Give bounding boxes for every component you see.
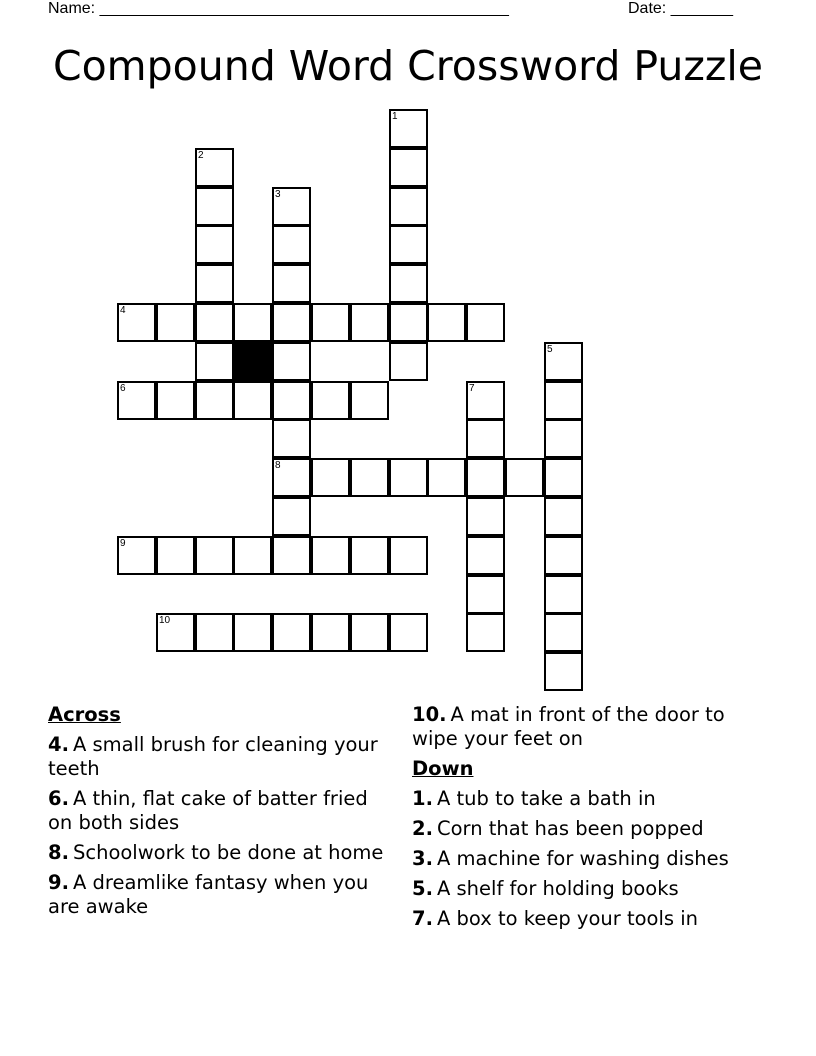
crossword-cell[interactable]	[389, 536, 428, 575]
crossword-cell[interactable]	[233, 381, 272, 420]
clue-text: A shelf for holding books	[436, 877, 679, 900]
crossword-cell[interactable]	[427, 458, 466, 497]
crossword-cell[interactable]	[156, 303, 195, 342]
crossword-cell[interactable]	[466, 536, 505, 575]
name-field-line: Name: ______________________________________________	[48, 0, 509, 17]
crossword-cell[interactable]	[272, 419, 311, 458]
crossword-cell[interactable]	[544, 497, 583, 536]
clue-text: A mat in front of the door to wipe your feet on	[412, 703, 725, 750]
crossword-cell[interactable]	[195, 303, 234, 342]
down-clue	[412, 907, 752, 931]
crossword-cell[interactable]	[272, 381, 311, 420]
crossword-cell[interactable]	[389, 187, 428, 226]
crossword-cell[interactable]	[544, 381, 583, 420]
crossword-cell[interactable]	[350, 458, 389, 497]
clue-number: 6.	[48, 787, 69, 810]
clue-number-label: 2	[198, 150, 204, 161]
crossword-cell[interactable]	[466, 419, 505, 458]
crossword-cell[interactable]	[272, 303, 311, 342]
crossword-cell[interactable]	[272, 497, 311, 536]
crossword-cell[interactable]	[195, 148, 234, 187]
across-clue	[48, 787, 388, 835]
down-clue	[412, 847, 752, 871]
clue-text: A thin, flat cake of batter fried on both sides	[48, 787, 368, 834]
crossword-cell[interactable]	[156, 536, 195, 575]
crossword-cell[interactable]	[311, 381, 350, 420]
crossword-cell[interactable]	[195, 536, 234, 575]
clue-number-label: 6	[120, 383, 126, 394]
down-clue	[412, 877, 752, 901]
date-field-line: Date: _______	[628, 0, 733, 17]
crossword-cell[interactable]	[389, 613, 428, 652]
clue-number: 10.	[412, 703, 447, 726]
crossword-cell[interactable]	[272, 613, 311, 652]
clue-number-label: 5	[547, 344, 553, 355]
crossword-cell[interactable]	[117, 536, 156, 575]
clue-number: 4.	[48, 733, 69, 756]
crossword-cell[interactable]	[311, 536, 350, 575]
clue-text: A tub to take a bath in	[436, 787, 656, 810]
crossword-cell[interactable]	[544, 419, 583, 458]
crossword-cell[interactable]	[195, 187, 234, 226]
crossword-cell[interactable]	[350, 381, 389, 420]
crossword-cell[interactable]	[195, 381, 234, 420]
clue-text: A box to keep your tools in	[436, 907, 699, 930]
clue-column-right	[412, 703, 752, 937]
crossword-cell[interactable]	[544, 342, 583, 381]
across-clue	[48, 841, 388, 865]
down-heading: Down	[412, 757, 474, 780]
crossword-cell[interactable]	[195, 264, 234, 303]
clue-number-label: 4	[120, 305, 126, 316]
crossword-cell[interactable]	[466, 613, 505, 652]
across-clue	[412, 703, 752, 751]
clue-number-label: 9	[120, 538, 126, 549]
clue-number: 2.	[412, 817, 433, 840]
crossword-cell[interactable]	[389, 342, 428, 381]
crossword-cell[interactable]	[272, 458, 311, 497]
blocked-cell	[233, 342, 272, 381]
page-title: Compound Word Crossword Puzzle	[52, 42, 764, 90]
across-heading: Across	[48, 703, 121, 726]
crossword-cell[interactable]	[544, 536, 583, 575]
clue-number: 1.	[412, 787, 433, 810]
crossword-cell[interactable]	[233, 613, 272, 652]
crossword-cell[interactable]	[350, 536, 389, 575]
clue-number-label: 3	[275, 189, 281, 200]
crossword-cell[interactable]	[350, 613, 389, 652]
crossword-cell[interactable]	[117, 303, 156, 342]
crossword-cell[interactable]	[389, 264, 428, 303]
crossword-cell[interactable]	[466, 381, 505, 420]
crossword-cell[interactable]	[544, 458, 583, 497]
crossword-cell[interactable]	[544, 613, 583, 652]
crossword-cell[interactable]	[195, 613, 234, 652]
crossword-cell[interactable]	[272, 225, 311, 264]
crossword-cell[interactable]	[233, 303, 272, 342]
crossword-cell[interactable]	[466, 458, 505, 497]
crossword-cell[interactable]	[272, 264, 311, 303]
crossword-cell[interactable]	[117, 381, 156, 420]
crossword-cell[interactable]	[505, 458, 544, 497]
clue-number: 7.	[412, 907, 433, 930]
crossword-cell[interactable]	[272, 342, 311, 381]
clue-number-label: 8	[275, 460, 281, 471]
crossword-cell[interactable]	[272, 536, 311, 575]
crossword-cell[interactable]	[389, 303, 428, 342]
clue-number-label: 10	[159, 615, 171, 626]
clue-number: 3.	[412, 847, 433, 870]
across-clue	[48, 871, 388, 919]
crossword-cell[interactable]	[389, 109, 428, 148]
crossword-cell[interactable]	[272, 187, 311, 226]
clue-number-label: 7	[469, 383, 475, 394]
crossword-cell[interactable]	[466, 497, 505, 536]
crossword-cell[interactable]	[195, 225, 234, 264]
crossword-cell[interactable]	[233, 536, 272, 575]
crossword-cell[interactable]	[156, 613, 195, 652]
crossword-cell[interactable]	[156, 381, 195, 420]
clue-number: 9.	[48, 871, 69, 894]
crossword-cell[interactable]	[389, 148, 428, 187]
crossword-cell[interactable]	[466, 303, 505, 342]
clue-number: 5.	[412, 877, 433, 900]
clue-number-label: 1	[392, 111, 398, 122]
crossword-cell[interactable]	[427, 303, 466, 342]
clue-column-left	[48, 703, 388, 925]
clue-text: Schoolwork to be done at home	[72, 841, 384, 864]
crossword-cell[interactable]	[311, 303, 350, 342]
crossword-cell[interactable]	[544, 652, 583, 691]
crossword-cell[interactable]	[389, 458, 428, 497]
crossword-cell[interactable]	[466, 575, 505, 614]
clue-text: A dreamlike fantasy when you are awake	[48, 871, 369, 918]
crossword-cell[interactable]	[544, 575, 583, 614]
clue-text: Corn that has been popped	[436, 817, 704, 840]
clue-text: A machine for washing dishes	[436, 847, 729, 870]
across-clue	[48, 733, 388, 781]
crossword-cell[interactable]	[389, 225, 428, 264]
clue-number: 8.	[48, 841, 69, 864]
down-clue	[412, 787, 752, 811]
clue-text: A small brush for cleaning your teeth	[48, 733, 378, 780]
crossword-cell[interactable]	[311, 458, 350, 497]
crossword-cell[interactable]	[350, 303, 389, 342]
down-clue	[412, 817, 752, 841]
crossword-cell[interactable]	[311, 613, 350, 652]
crossword-cell[interactable]	[195, 342, 234, 381]
